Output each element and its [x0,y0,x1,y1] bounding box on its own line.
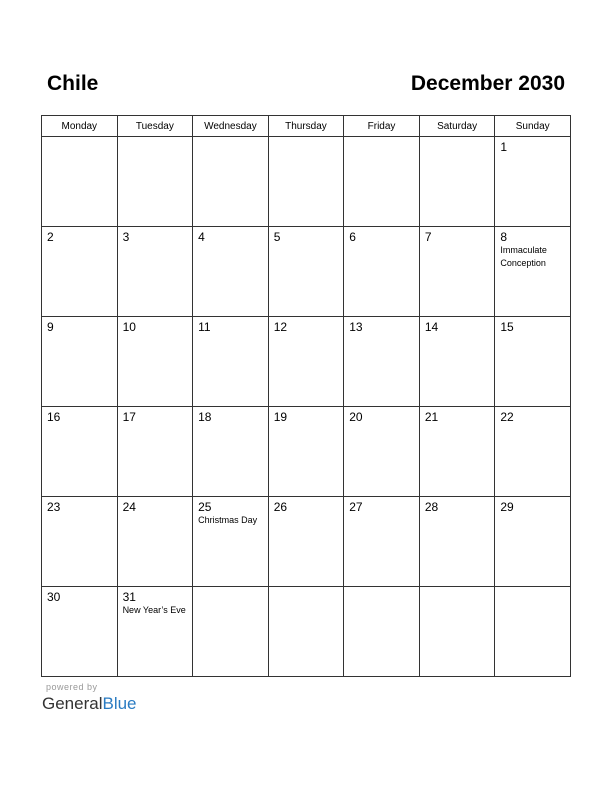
day-cell [344,227,420,317]
day-cell-content [495,497,570,517]
day-cell-content [118,317,193,337]
day-cell-content [118,407,193,427]
day-cell [495,227,571,317]
month-title: December 2030 [410,72,565,95]
day-cell [268,587,344,677]
holiday-label: Immaculate Conception [500,245,547,268]
day-number: 13 [349,320,363,334]
day-cell [42,317,118,407]
day-cell-content [42,227,117,247]
day-cell-content [420,407,495,427]
day-cell-content [420,137,495,143]
day-number: 15 [500,320,514,334]
day-cell [419,587,495,677]
day-cell [495,317,571,407]
day-cell [117,587,193,677]
day-cell-content [344,137,419,143]
day-cell-content [420,317,495,337]
day-cell-content [42,587,117,607]
day-cell [117,227,193,317]
day-number: 6 [349,230,356,244]
day-cell [268,317,344,407]
day-cell [344,407,420,497]
day-number: 18 [198,410,212,424]
day-number: 11 [198,320,211,334]
day-cell-content [269,587,344,593]
day-cell-content [495,317,570,337]
day-cell-content [420,227,495,247]
day-cell [193,137,269,227]
day-number: 7 [424,230,432,244]
powered-by-text: powered by [46,682,98,692]
day-cell [193,497,269,587]
week-row [42,137,571,227]
day-cell-content [42,407,117,427]
day-cell [419,137,495,227]
weekday-header: Wednesday [193,116,269,137]
day-cell [117,137,193,227]
day-cell-content [118,227,193,247]
day-cell [42,137,118,227]
day-cell [419,497,495,587]
day-number: 24 [122,500,136,514]
day-number: 9 [47,320,54,334]
day-cell [42,407,118,497]
day-number: 22 [500,410,514,424]
holiday-label: Christmas Day [198,515,258,525]
day-cell-content [118,137,193,143]
day-number: 12 [273,320,288,334]
weekday-header: Thursday [268,116,344,137]
day-number: 14 [424,320,439,334]
day-cell-content [495,137,570,157]
weekday-header: Tuesday [117,116,193,137]
day-cell-content [42,317,117,337]
day-cell-content [193,587,268,593]
day-cell [419,407,495,497]
day-number: 27 [349,500,363,514]
week-row [42,497,571,587]
weekday-header: Monday [42,116,118,137]
day-number: 1 [500,140,508,154]
day-cell-content [344,227,419,247]
day-cell [117,497,193,587]
day-cell-content [269,317,344,337]
week-row [42,227,571,317]
day-cell-content [118,497,193,517]
day-number: 2 [47,230,54,244]
day-cell-content [344,587,419,593]
day-number: 5 [273,230,281,244]
day-cell [268,497,344,587]
week-row [42,317,571,407]
day-number: 17 [122,410,136,424]
day-cell [268,407,344,497]
day-cell-content [269,227,344,247]
day-number: 8 [500,230,508,244]
day-number: 28 [424,500,439,514]
day-cell-content [269,497,344,517]
calendar-grid [41,115,571,677]
day-cell [344,587,420,677]
day-cell-content [193,137,268,143]
day-cell [42,497,118,587]
day-number: 26 [273,500,288,514]
day-cell-content [269,137,344,143]
day-cell [193,317,269,407]
day-number: 3 [122,230,130,244]
day-cell [42,587,118,677]
day-number: 29 [500,500,514,514]
day-cell [419,317,495,407]
day-cell [495,137,571,227]
day-cell [193,227,269,317]
day-cell [117,407,193,497]
day-cell-content [193,407,268,427]
holiday-label: New Year’s Eve [122,605,186,615]
day-cell-content [344,317,419,337]
weekday-header: Friday [344,116,420,137]
day-cell-content [193,317,268,337]
day-cell-content [495,587,570,593]
day-number: 10 [122,320,136,334]
day-number: 25 [198,500,212,514]
day-cell [193,587,269,677]
brand-logo[interactable] [42,693,137,715]
day-cell [193,407,269,497]
day-cell-content [118,587,193,620]
day-cell [344,317,420,407]
day-cell [495,587,571,677]
day-cell-content [42,497,117,517]
week-row [42,587,571,677]
day-cell-content [495,407,570,427]
day-number: 30 [47,590,61,604]
day-number: 31 [122,590,136,604]
day-cell-content [193,497,268,530]
day-cell [268,227,344,317]
day-cell [42,227,118,317]
day-cell [344,137,420,227]
day-number: 20 [349,410,363,424]
day-number: 23 [47,500,61,514]
day-cell-content [344,407,419,427]
day-cell [344,497,420,587]
day-cell-content [193,227,268,247]
day-number: 21 [424,410,439,424]
day-cell-content [420,587,495,593]
day-cell-content [42,137,117,143]
day-cell-content [344,497,419,517]
day-cell [268,137,344,227]
country-title: Chile [47,72,99,95]
brand-general-text: General [42,694,103,713]
day-cell [495,407,571,497]
weekday-header: Saturday [419,116,495,137]
weekday-header-row [42,116,571,137]
day-number: 4 [198,230,205,244]
day-number: 16 [47,410,61,424]
day-cell-content [420,497,495,517]
weekday-header: Sunday [495,116,571,137]
day-cell [419,227,495,317]
brand-blue-text: Blue [102,694,137,713]
day-cell-content [495,227,570,273]
week-row [42,407,571,497]
day-cell-content [269,407,344,427]
day-number: 19 [273,410,288,424]
day-cell [117,317,193,407]
day-cell [495,497,571,587]
